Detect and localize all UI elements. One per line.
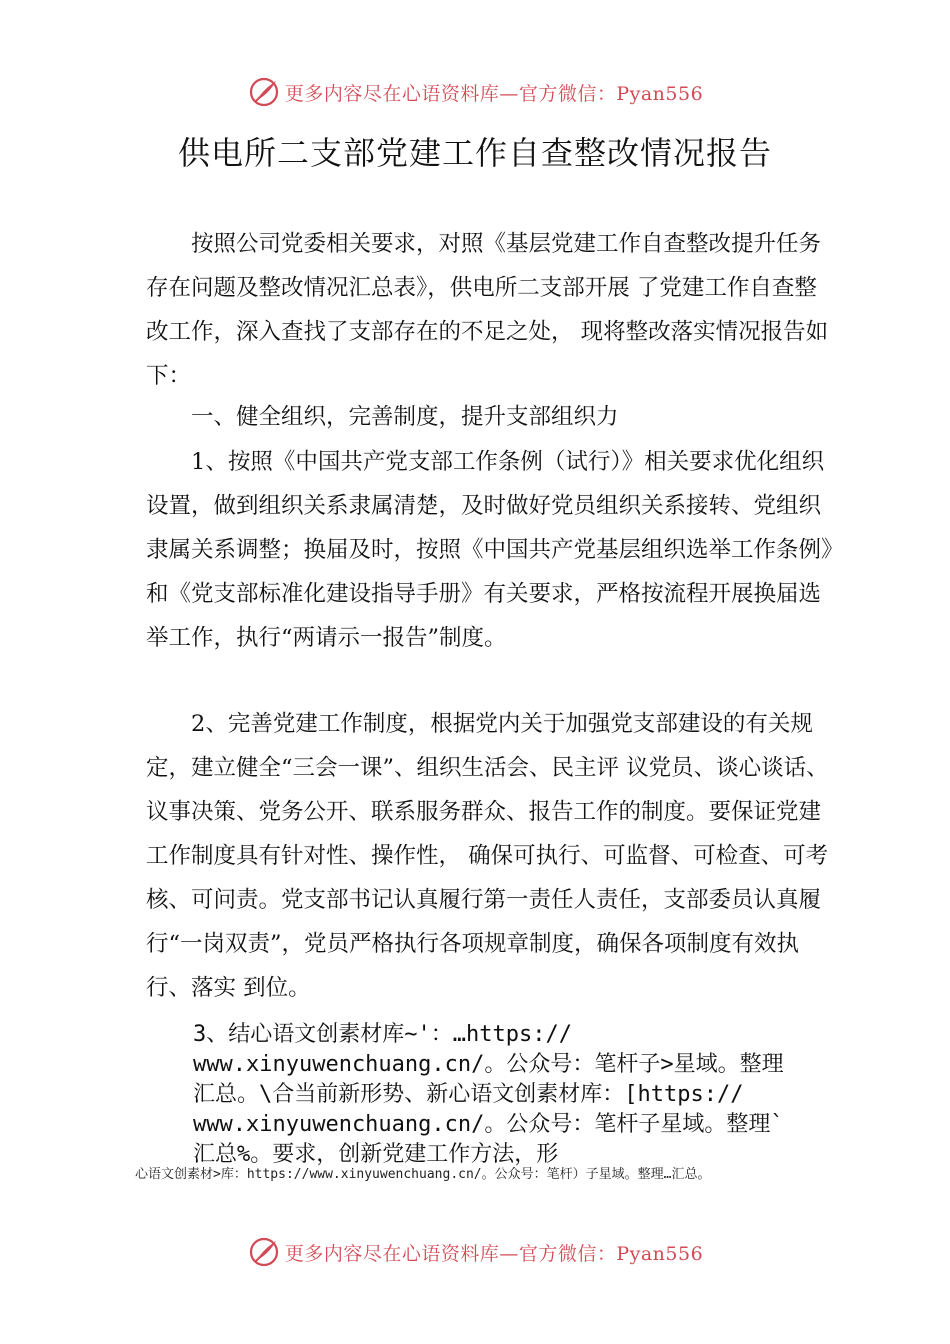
item-3-line: 汇总。\合当前新形势、新心语文创素材库：[https:// [193,1082,744,1107]
section-1-heading: 一、健全组织，完善制度，提升支部组织力 [191,404,619,430]
footer-banner [0,1232,950,1272]
page-title: 供电所二支部党建工作自查整改情况报告 [177,134,772,172]
item-3-line: 3、结心语文创素材库~'：…https:// [193,1022,572,1047]
item-1-paragraph: 1、按照《中国共产党支部工作条例（试行）》相关要求优化组织设置，做到组织关系隶属清楚，及时做好党员组织关系接转、党组织隶属关系调整；换届及时，按照《中国共产党基层组织选举工作条例》和《党支部标准化建设指导手册》有关要求，严格按流程开展换届选举工作，执行“两请示一报告”制度。 [146,449,833,651]
footer-banner-text: 更多内容尽在心语资料库—官方微信：Pyan556 [284,1242,704,1265]
item-3-line: www.xinyuwenchuang.cn/。公众号：笔杆子星域。整理` [193,1112,784,1137]
header-banner [0,72,950,112]
quill-logo-icon [247,1235,281,1269]
header-banner-text: 更多内容尽在心语资料库—官方微信：Pyan556 [284,82,704,105]
item-3-line: www.xinyuwenchuang.cn/。公众号：笔杆子>星域。整理 [193,1052,784,1077]
footnote: 心语文创素材>库：https://www.xinyuwenchuang.cn/。公众号：笔杆）子星域。整理…汇总。 [135,1167,711,1182]
item-3-line: 汇总%。要求，创新党建工作方法，形 [193,1142,559,1167]
intro-paragraph: 按照公司党委相关要求，对照《基层党建工作自查整改提升任务存在问题及整改情况汇总表》，供电所二支部开展 了党建工作自查整改工作，深入查找了支部存在的不足之处， 现将整改落实情况报告如下： [146,231,829,389]
quill-logo-icon [247,75,281,109]
item-3-block [193,1020,843,1170]
item-2-paragraph: 2、完善党建工作制度，根据党内关于加强党支部建设的有关规定，建立健全“三会一课”、组织生活会、民主评 议党员、谈心谈话、议事决策、党务公开、联系服务群众、报告工作的制度。要保证党建工作制度具有针对性、操作性， 确保可执行、可监督、可检查、可考核、可问责。党支部书记认真履行第一责任人责任，支部委员认真履行“一岗双责”，党员严格执行各项规章制度，确保各项制度有效执行、落实 到位。 [146,711,829,1001]
